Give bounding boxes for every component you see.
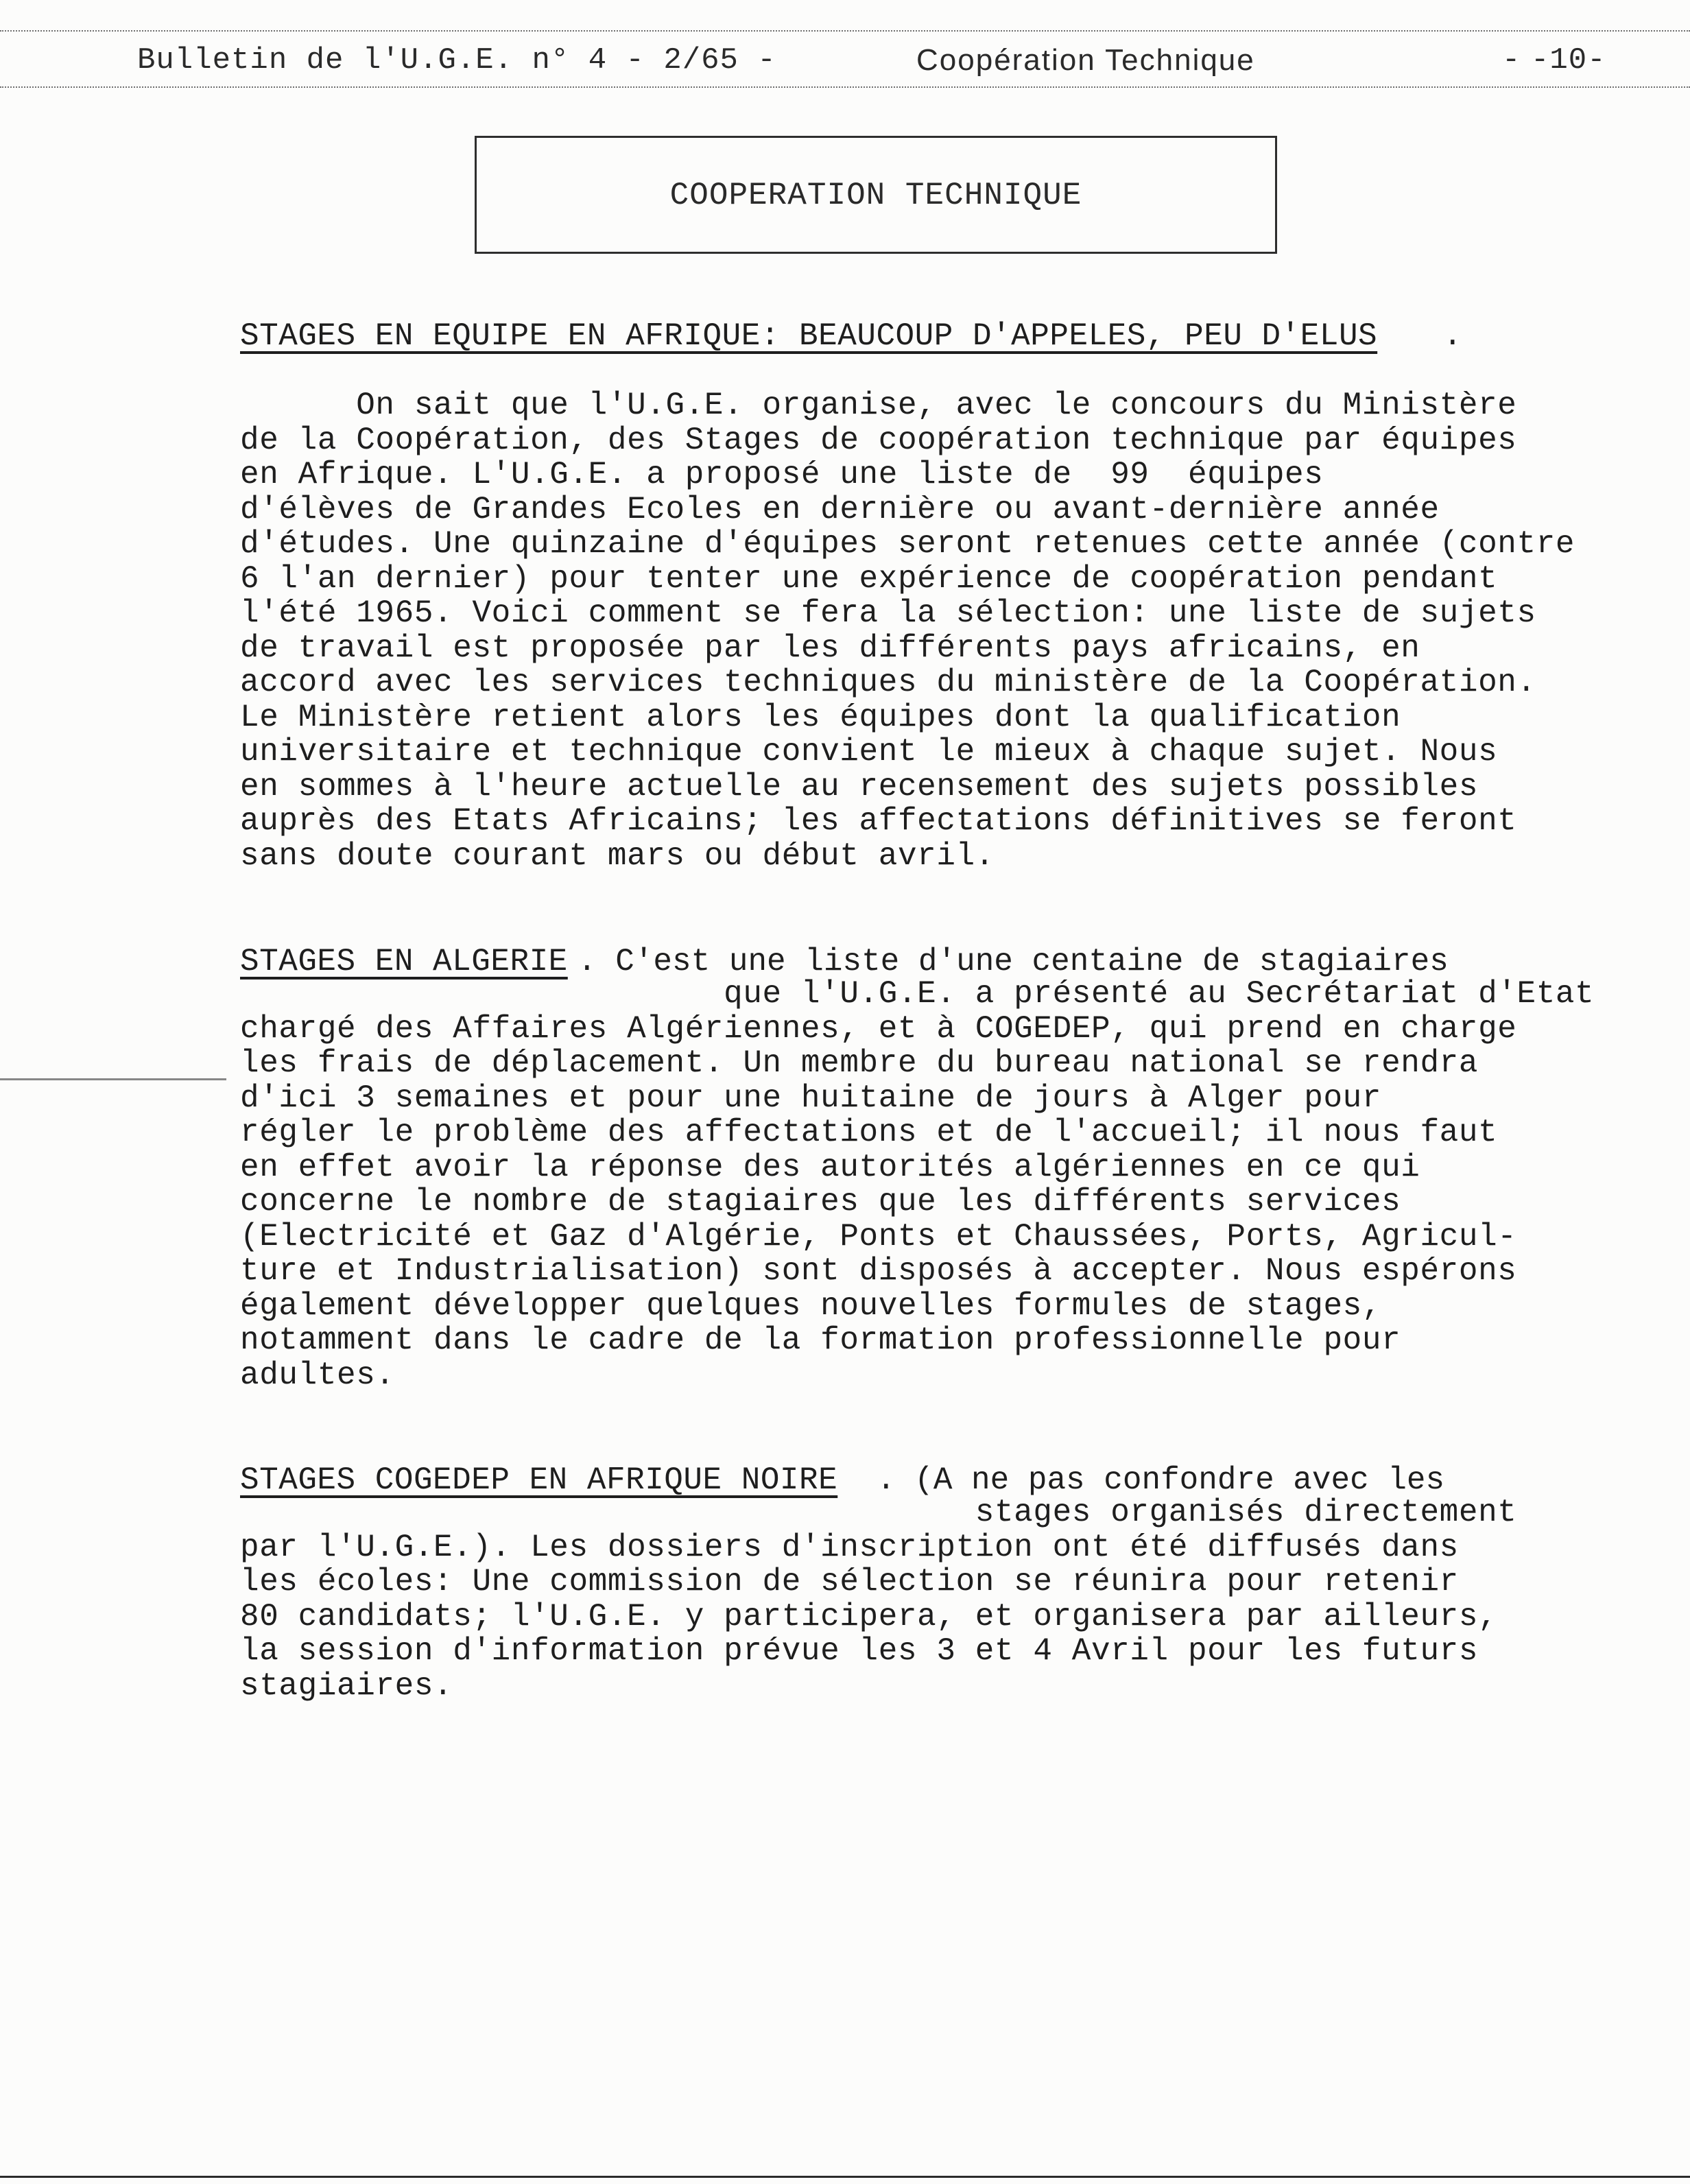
text-line: les frais de déplacement. Un membre du bureau national se rendra <box>240 1045 1479 1081</box>
text-line: régler le problème des affectations et de l'accueil; il nous faut <box>240 1115 1498 1150</box>
section-heading-afrique-tail: . <box>1443 318 1462 354</box>
header-mark: - <box>1502 43 1521 78</box>
text-line: par l'U.G.E.). Les dossiers d'inscription ont été diffusés dans <box>240 1529 1459 1565</box>
text-line: d'ici 3 semaines et pour une huitaine de jours à Alger pour <box>240 1080 1382 1116</box>
running-title: Coopération Technique <box>916 43 1255 77</box>
text-line: en effet avoir la réponse des autorités algériennes en ce qui <box>240 1149 1420 1185</box>
page-number: -10- <box>1531 43 1606 78</box>
text-line: adultes. <box>240 1357 395 1393</box>
text-line: les écoles: Une commission de sélection se réunira pour retenir <box>240 1564 1459 1600</box>
bulletin-reference: Bulletin de l'U.G.E. n° 4 - 2/65 - <box>137 43 776 78</box>
text-line: d'études. Une quinzaine d'équipes seront retenues cette année (contre <box>240 526 1575 562</box>
text-line: en sommes à l'heure actuelle au recensement des sujets possibles <box>240 768 1479 805</box>
text-line: stages organisés directement <box>240 1495 1517 1530</box>
top-dotted-rule <box>0 30 1690 32</box>
text-line: 80 candidats; l'U.G.E. y participera, et organisera par ailleurs, <box>240 1598 1498 1635</box>
text-line: chargé des Affaires Algériennes, et à COGEDEP, qui prend en charge <box>240 1010 1517 1047</box>
text-line: ture et Industrialisation) sont disposés à accepter. Nous espérons <box>240 1253 1517 1289</box>
text-line: accord avec les services techniques du ministère de la Coopération. <box>240 665 1536 700</box>
text-line: de la Coopération, des Stages de coopération technique par équipes <box>240 422 1517 458</box>
page-header <box>0 40 1690 81</box>
section-heading-cogedep-tail: . (A ne pas confondre avec les <box>877 1462 1445 1498</box>
title-box <box>475 136 1277 254</box>
text-line: (Electricité et Gaz d'Algérie, Ponts et Chaussées, Ports, Agricul- <box>240 1218 1517 1255</box>
text-line: Le Ministère retient alors les équipes dont la qualification <box>240 699 1401 735</box>
section-heading-algerie-tail: . C'est une liste d'une centaine de stagiaires <box>578 944 1449 980</box>
header-dotted-rule <box>0 86 1690 88</box>
text-line: en Afrique. L'U.G.E. a proposé une liste de 99 équipes <box>240 457 1324 492</box>
text-line: 6 l'an dernier) pour tenter une expérience de coopération pendant <box>240 560 1498 597</box>
text-line: également développer quelques nouvelles formules de stages, <box>240 1287 1382 1324</box>
text-line: On sait que l'U.G.E. organise, avec le concours du Ministère <box>240 388 1517 423</box>
text-line: concerne le nombre de stagiaires que les différents services <box>240 1184 1401 1220</box>
text-line: d'élèves de Grandes Ecoles en dernière ou avant-dernière année <box>240 491 1440 527</box>
section-heading-afrique: STAGES EN EQUIPE EN AFRIQUE: BEAUCOUP D'APPELES, PEU D'ELUS <box>240 318 1378 354</box>
text-line: universitaire et technique convient le mieux à chaque sujet. Nous <box>240 734 1498 770</box>
page-title: COOPERATION TECHNIQUE <box>669 178 1082 213</box>
section-heading-cogedep: STAGES COGEDEP EN AFRIQUE NOIRE <box>240 1462 838 1498</box>
text-line: que l'U.G.E. a présenté au Secrétariat d'Etat <box>240 976 1595 1012</box>
scan-edge-mark <box>0 1078 226 1080</box>
bottom-rule <box>0 2176 1690 2178</box>
text-line: auprès des Etats Africains; les affectations définitives se feront <box>240 803 1517 839</box>
text-line: notamment dans le cadre de la formation professionnelle pour <box>240 1322 1401 1358</box>
text-line: l'été 1965. Voici comment se fera la sélection: une liste de sujets <box>240 595 1536 631</box>
section-heading-algerie: STAGES EN ALGERIE <box>240 944 568 980</box>
text-line: de travail est proposée par les différents pays africains, en <box>240 630 1420 666</box>
text-line: sans doute courant mars ou début avril. <box>240 838 995 874</box>
section-body-cogedep <box>240 1495 1517 1703</box>
text-line: la session d'information prévue les 3 et 4 Avril pour les futurs <box>240 1633 1479 1669</box>
text-line: stagiaires. <box>240 1667 453 1704</box>
section-body-algerie <box>240 977 1594 1392</box>
section-body-afrique <box>240 388 1575 873</box>
